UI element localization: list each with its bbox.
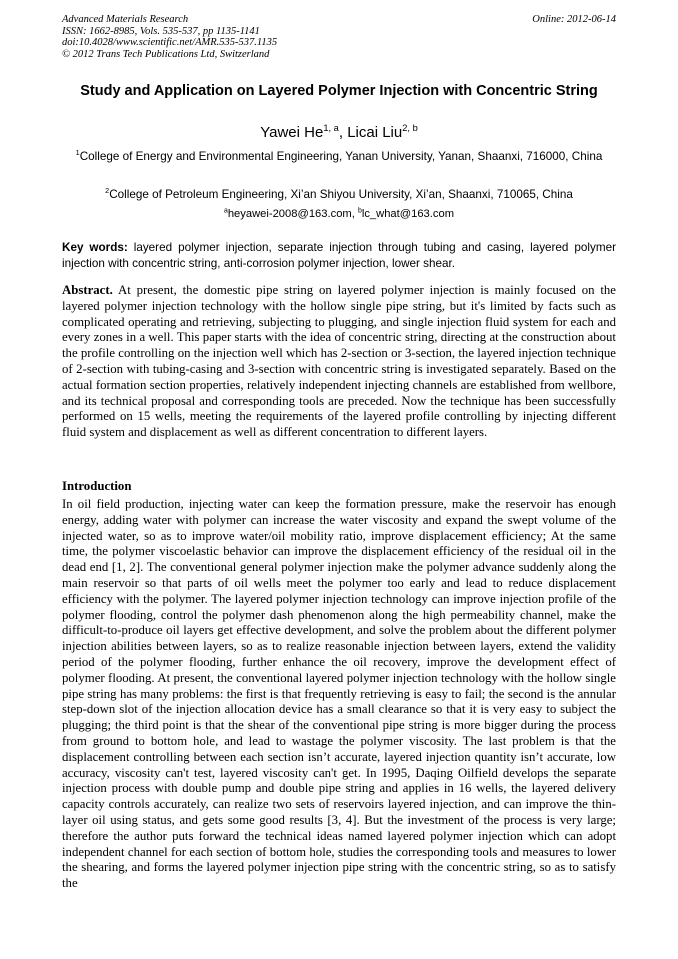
introduction-paragraph: In oil field production, injecting water can keep the formation pressure, make the reservoir has enough energy, adding water with polymer can increase the water viscosity and expand the swept volume of the injected water, so as to improve water/oil mobility ratio, improve displacement efficiency; At the same time, the polymer viscoelastic behavior can improve the displacement efficiency of the residual oil in the dead end [1, 2]. The conventional general polymer injection make the polymer advance suddenly along the main reservoir so that parts of oil wells meet the polymer too early and lead to reduce displacement efficiency with the polymer. The layered polymer injection technology can improve injection profile of the polymer flooding, control the polymer dash phenomenon along the high permeability channel, make the difficult-to-produce oil layers get effective development, and solve the problem about the different polymer injection abilities between layers, so as to realize reasonable injection between layers, extend the validity period of the polymer flooding, further enhance the oil recovery, improve the development effect of polymer flooding. At present, the conventional layered polymer injection technology with the hollow single pipe string has many problems: the first is that frequently retrieving is easy to fail; the second is the annular step-down slot of the injection allocation device has a small clearance so that it is very easy to subject the plugging; the third point is that the shear of the conventional pipe string is more bigger during the process from ground to bottom hole, and lead to wastage the polymer viscosity. The last problem is that the displacement controlling between each section isn’t accurate, layered injection quantity isn’t accurate, low accuracy, viscosity can't test, layered viscosity can't get. In 1995, Daqing Oilfield develops the separate injection process with double pump and double pipe string and applies in 16 wells, the layered delivery capacity controls accurately, can realize two sets of reservoirs layered injection, and can improve the thin-layer oil using status, and gets some good results [3, 4]. But the investment of the process is very large; therefore the author puts forward the technical ideas named layered polymer injection which can adopt independent channel for each section of bottom hole, studies the corresponding tools and measures to lower the shearing, and forms the layered polymer injection pipe string with the concentric string, so as to satisfy the — [62, 497, 616, 891]
doi-line: doi:10.4028/www.scientific.net/AMR.535-537.1135 — [62, 37, 278, 48]
author-line — [62, 124, 616, 142]
section-heading-introduction: Introduction — [62, 479, 132, 493]
keywords-block — [62, 240, 616, 271]
affiliation-1 — [62, 149, 616, 165]
keywords-label: Key words: — [62, 241, 128, 254]
copyright-line: © 2012 Trans Tech Publications Ltd, Switzerland — [62, 48, 270, 60]
affiliation-2 — [62, 187, 616, 203]
online-date: Online: 2012-06-14 — [532, 14, 616, 25]
affiliation-text: College of Petroleum Engineering, Xi’an Shiyou University, Xi’an, Shaanxi, 710065, China — [109, 188, 573, 201]
author-name: Yawei He — [260, 124, 324, 141]
abstract-block — [62, 283, 616, 441]
journal-name: Advanced Materials Research — [62, 14, 189, 25]
issn-line: ISSN: 1662-8985, Vols. 535-537, pp 1135-1141 — [62, 25, 260, 37]
journal-header — [62, 14, 616, 60]
email-marker: a — [223, 207, 228, 215]
email-address: lc_what@163.com — [361, 208, 455, 220]
email-line — [62, 207, 616, 221]
author-superscript: 1, a — [323, 123, 339, 133]
author-separator: , — [338, 124, 348, 141]
paper-title: Study and Application on Layered Polymer Injection with Concentric String — [80, 83, 598, 99]
affiliation-marker: 2 — [105, 186, 110, 196]
author-name: Licai Liu — [347, 124, 403, 141]
keywords-text: layered polymer injection, separate injection through tubing and casing, layered polymer injection with concentric string, anti-corrosion polymer injection, lower shear. — [62, 241, 616, 270]
affiliation-text: College of Energy and Environmental Engineering, Yanan University, Yanan, Shaanxi, 716000, China — [79, 150, 603, 163]
abstract-text: At present, the domestic pipe string on layered polymer injection is mainly focused on the layered polymer injection technology with the hollow single pipe string, but it's limited by facts such as complicated operating and retrieving, subjecting to plugging, and single injection fluid system for each and every zones in a well. This paper starts with the idea of concentric string, directing at the construction about the profile controlling on the injection well which has 2-section or 3-section, the layered injection technique of 2-section with tubing-casing and 3-section with concentric string is investigated separately. Based on the actual formation section properties, relatively independent injecting channels are established from wellbore, and its technical proposal and corresponding tools are preceded. Now the technique has been successfully performed on 15 wells, meeting the requirements of the layered profile controlling by injecting different fluid system and displacement as well as different concentration to different layers. — [62, 283, 616, 440]
author-superscript: 2, b — [402, 123, 418, 133]
affiliation-marker: 1 — [75, 148, 80, 158]
email-marker: b — [357, 207, 362, 215]
abstract-label: Abstract. — [62, 283, 113, 297]
email-address: heyawei-2008@163.com, — [227, 208, 358, 220]
